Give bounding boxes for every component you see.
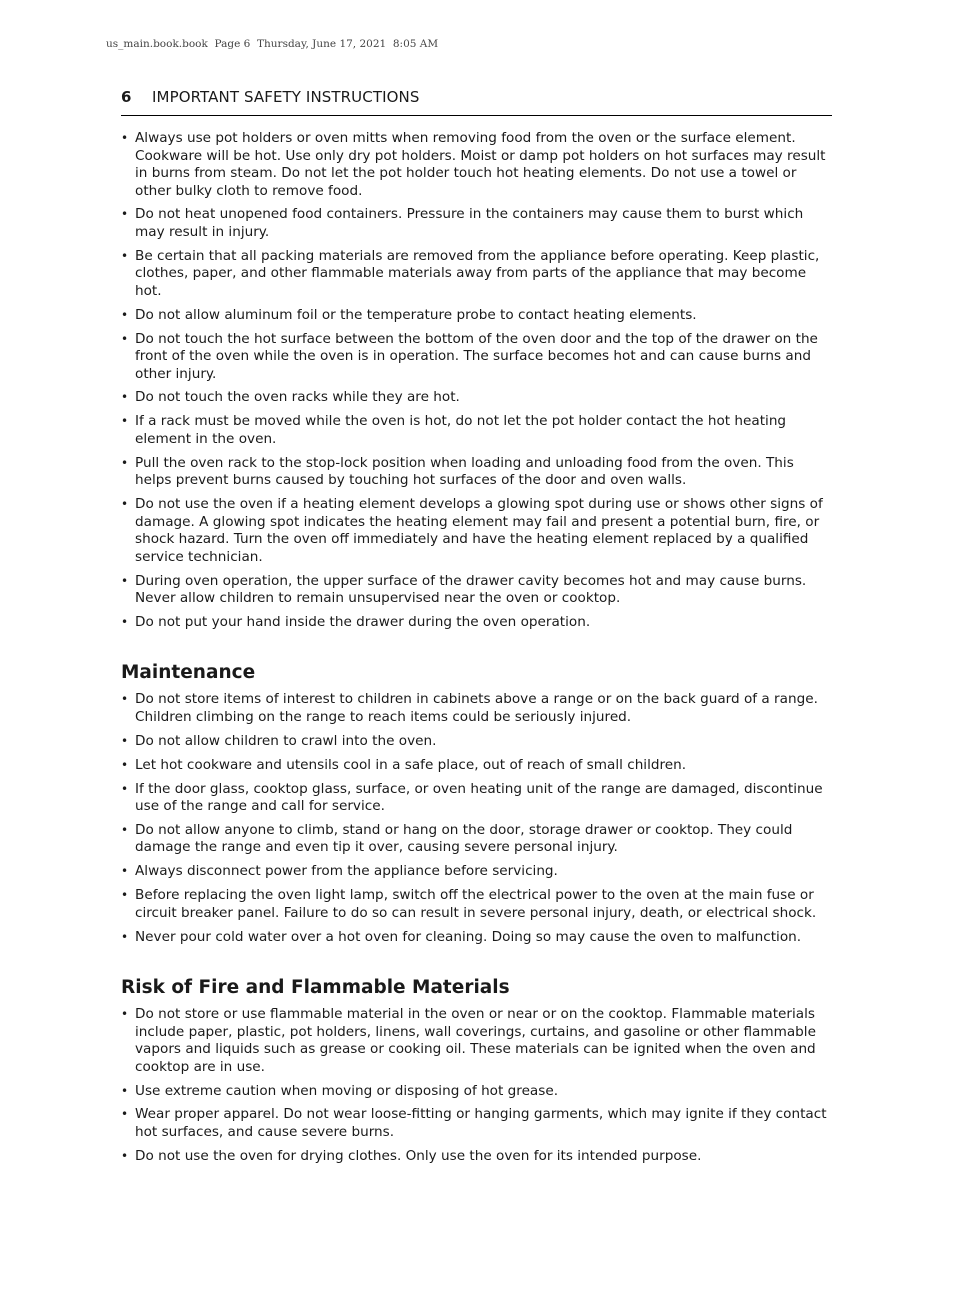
maintenance-bullet-list [121, 691, 833, 946]
list-item [121, 1083, 833, 1101]
bullet-icon: • [121, 781, 129, 796]
list-item-text: Do not allow aluminum foil or the temperature probe to contact heating elements. [135, 306, 697, 323]
list-item [121, 1106, 833, 1141]
list-item [121, 733, 833, 751]
intro-bullet-list [121, 130, 833, 631]
list-item-text: Always disconnect power from the appliance before servicing. [135, 863, 558, 880]
list-item [121, 307, 833, 325]
list-item-text: Do not use the oven if a heating element develops a glowing spot during use or shows other signs of damage. A glowing spot indicates the heating element may fail and present a potential burn, fire, or shock hazard. Turn the oven off immediately and have the heating element replaced by a qualified service technician. [135, 496, 823, 565]
list-item [121, 781, 833, 816]
bullet-icon: • [121, 455, 129, 470]
list-item [121, 1148, 833, 1166]
list-item-text: If the door glass, cooktop glass, surface, or oven heating unit of the range are damaged, discontinue use of the range and call for service. [135, 780, 823, 815]
maintenance-heading: Maintenance [121, 662, 256, 684]
list-item-text: During oven operation, the upper surface of the drawer cavity becomes hot and may cause burns. Never allow children to remain unsupervised near the oven or cooktop. [135, 572, 807, 607]
bullet-icon: • [121, 497, 129, 512]
bullet-icon: • [121, 573, 129, 588]
page-header [121, 88, 832, 116]
list-item [121, 573, 833, 608]
list-item [121, 863, 833, 881]
list-item-text: Always use pot holders or oven mitts when removing food from the oven or the surface element. Cookware will be hot. Use only dry pot holders. Moist or damp pot holders on hot surfaces may result in burns from steam. Do not let the pot holder touch hot heating elements. Do not use a towel or other bulky cloth to remove food. [135, 130, 826, 199]
bullet-icon: • [121, 390, 129, 405]
list-item [121, 496, 833, 566]
list-item-text: Be certain that all packing materials are removed from the appliance before operating. Keep plastic, clothes, paper, and other flammable materials away from parts of the appliance that may become hot. [135, 247, 820, 299]
bullet-icon: • [121, 1007, 129, 1022]
bullet-icon: • [121, 1107, 129, 1122]
list-item [121, 929, 833, 947]
list-item-text: Do not put your hand inside the drawer during the oven operation. [135, 613, 591, 630]
bullet-icon: • [121, 757, 129, 772]
list-item-text: Before replacing the oven light lamp, switch off the electrical power to the oven at the main fuse or circuit breaker panel. Failure to do so can result in severe personal injury, death, or electrical shock. [135, 887, 817, 921]
list-item [121, 130, 833, 200]
list-item [121, 822, 833, 857]
list-item [121, 413, 833, 448]
list-item-text: Use extreme caution when moving or disposing of hot grease. [135, 1082, 559, 1099]
page-section-title: IMPORTANT SAFETY INSTRUCTIONS [152, 88, 420, 106]
list-item [121, 389, 833, 407]
list-item-text: Do not touch the oven racks while they are hot. [135, 389, 460, 406]
list-item-text: Wear proper apparel. Do not wear loose-fitting or hanging garments, which may ignite if they contact hot surfaces, and cause severe burns. [135, 1106, 827, 1140]
list-item [121, 614, 833, 632]
list-item-text: Do not allow anyone to climb, stand or hang on the door, storage drawer or cooktop. They could damage the range and even tip it over, causing severe personal injury. [135, 821, 793, 856]
bullet-icon: • [121, 331, 129, 346]
list-item-text: Pull the oven rack to the stop-lock position when loading and unloading food from the oven. This helps prevent burns caused by touching hot surfaces of the door and oven walls. [135, 454, 794, 489]
print-info-line: us_main.book.book Page 6 Thursday, June 17, 2021 8:05 AM [106, 38, 439, 50]
list-item [121, 757, 833, 775]
bullet-icon: • [121, 414, 129, 429]
list-item-text: If a rack must be moved while the oven is hot, do not let the pot holder contact the hot heating element in the oven. [135, 413, 787, 447]
page-content [121, 130, 833, 1172]
list-item [121, 331, 833, 384]
list-item [121, 206, 833, 241]
bullet-icon: • [121, 822, 129, 837]
bullet-icon: • [121, 733, 129, 748]
list-item-text: Do not heat unopened food containers. Pressure in the containers may cause them to burst which may result in injury. [135, 206, 804, 240]
bullet-icon: • [121, 929, 129, 944]
bullet-icon: • [121, 131, 129, 145]
fire-risk-heading: Risk of Fire and Flammable Materials [121, 977, 510, 999]
list-item-text: Do not touch the hot surface between the bottom of the oven door and the top of the drawer on the front of the oven while the oven is in operation. The surface becomes hot and can cause burns and other injury. [135, 330, 818, 382]
list-item-text: Do not allow children to crawl into the oven. [135, 732, 437, 749]
bullet-icon: • [121, 248, 129, 263]
list-item-text: Never pour cold water over a hot oven for cleaning. Doing so may cause the oven to malfunction. [135, 928, 802, 945]
list-item [121, 248, 833, 301]
list-item [121, 1006, 833, 1076]
list-item-text: Do not store items of interest to children in cabinets above a range or on the back guard of a range. Children climbing on the range to reach items could be seriously injured. [135, 691, 818, 725]
fire-risk-bullet-list [121, 1006, 833, 1165]
bullet-icon: • [121, 864, 129, 879]
bullet-icon: • [121, 888, 129, 903]
list-item-text: Let hot cookware and utensils cool in a safe place, out of reach of small children. [135, 756, 687, 773]
list-item-text: Do not store or use flammable material in the oven or near or on the cooktop. Flammable materials include paper, plastic, pot holders, linens, wall coverings, curtains, and gasoline or other flammable vapors and liquids such as grease or cooking oil. These materials can be ignited when the oven and cooktop are in use. [135, 1006, 816, 1075]
list-item [121, 887, 833, 922]
bullet-icon: • [121, 207, 129, 222]
bullet-icon: • [121, 1083, 129, 1098]
list-item [121, 691, 833, 726]
bullet-icon: • [121, 614, 129, 629]
list-item-text: Do not use the oven for drying clothes. Only use the oven for its intended purpose. [135, 1147, 702, 1164]
bullet-icon: • [121, 692, 129, 707]
list-item [121, 455, 833, 490]
bullet-icon: • [121, 1148, 129, 1163]
page-number: 6 [121, 88, 132, 106]
bullet-icon: • [121, 307, 129, 322]
